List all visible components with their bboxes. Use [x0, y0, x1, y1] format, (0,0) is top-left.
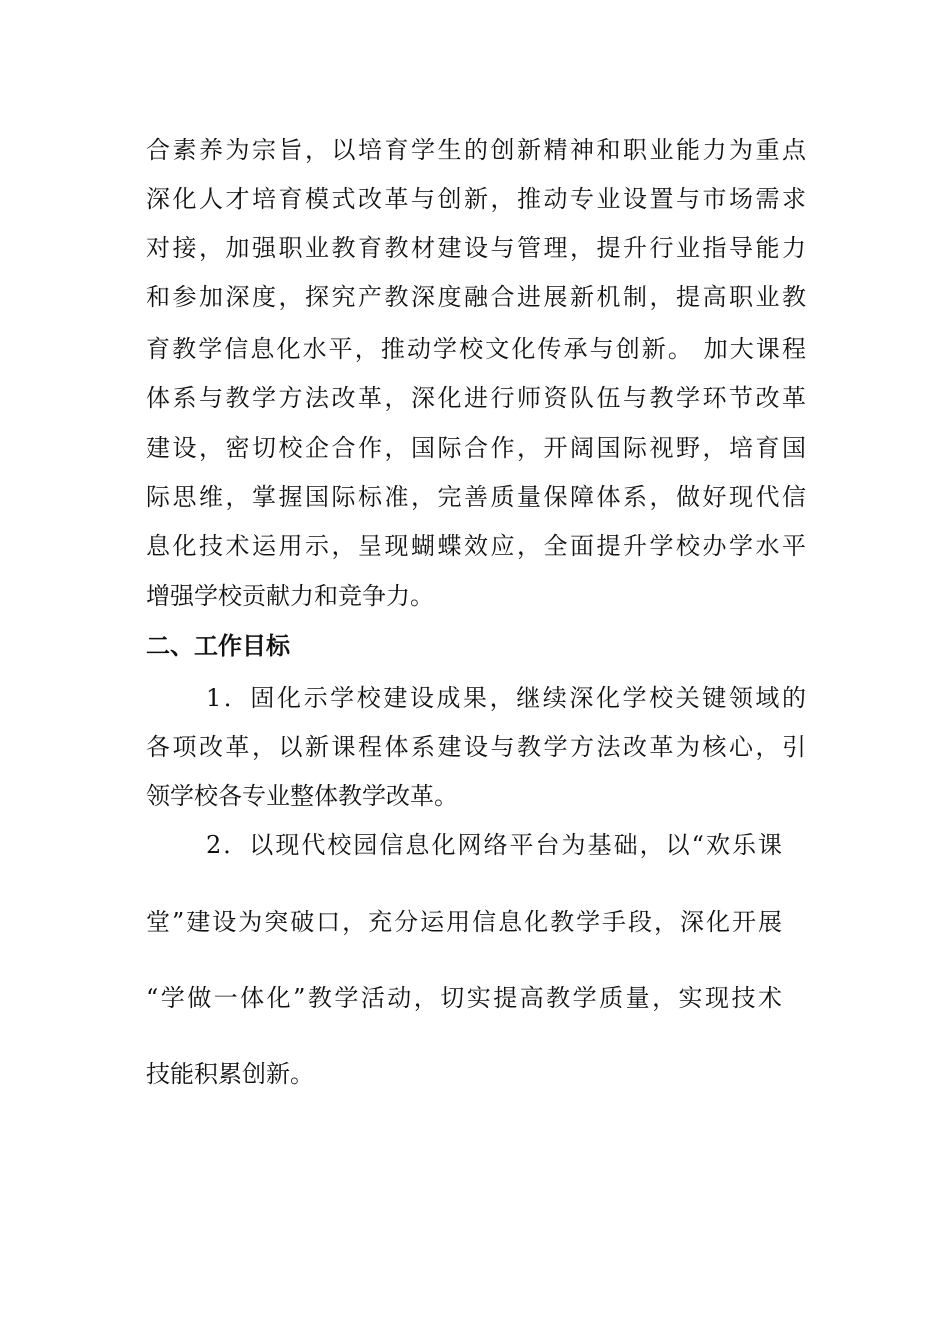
text-line: 和参加深度，探究产教深度融合进展新机制，提高职业教 [146, 283, 806, 311]
text-line: 领学校各专业整体教学改革。 [146, 782, 458, 810]
text-line: 建设，密切校企合作，国际合作，开阔国际视野，培育国 [146, 434, 806, 462]
text-line: 各项改革，以新课程体系建设与教学方法改革为核心，引 [146, 733, 806, 761]
text-line: 堂”建设为突破口，充分运用信息化教学手段，深化开展 [146, 908, 782, 936]
text-line: 1．固化示学校建设成果，继续深化学校关键领域的 [206, 684, 806, 712]
text-line: 技能积累创新。 [146, 1060, 314, 1088]
text-line: 体系与教学方法改革，深化进行师资队伍与教学环节改革 [146, 384, 806, 412]
text-line: 际思维，掌握国际标准，完善质量保障体系，做好现代信 [146, 483, 806, 511]
section-heading: 二、工作目标 [146, 632, 290, 660]
text-line: “学做一体化”教学活动，切实提高教学质量，实现技术 [146, 984, 782, 1012]
text-line: 合素养为宗旨，以培育学生的创新精神和职业能力为重点 [146, 136, 806, 164]
text-line: 增强学校贡献力和竞争力。 [146, 582, 434, 610]
text-line: 深化人才培育模式改革与创新，推动专业设置与市场需求 [146, 185, 806, 213]
text-line: 息化技术运用示，呈现蝴蝶效应，全面提升学校办学水平 [146, 532, 806, 560]
text-line: 2．以现代校园信息化网络平台为基础，以“欢乐课 [206, 831, 782, 859]
text-line: 育教学信息化水平，推动学校文化传承与创新。 加大课程 [146, 335, 806, 363]
text-line: 对接，加强职业教育教材建设与管理，提升行业指导能力 [146, 234, 806, 262]
